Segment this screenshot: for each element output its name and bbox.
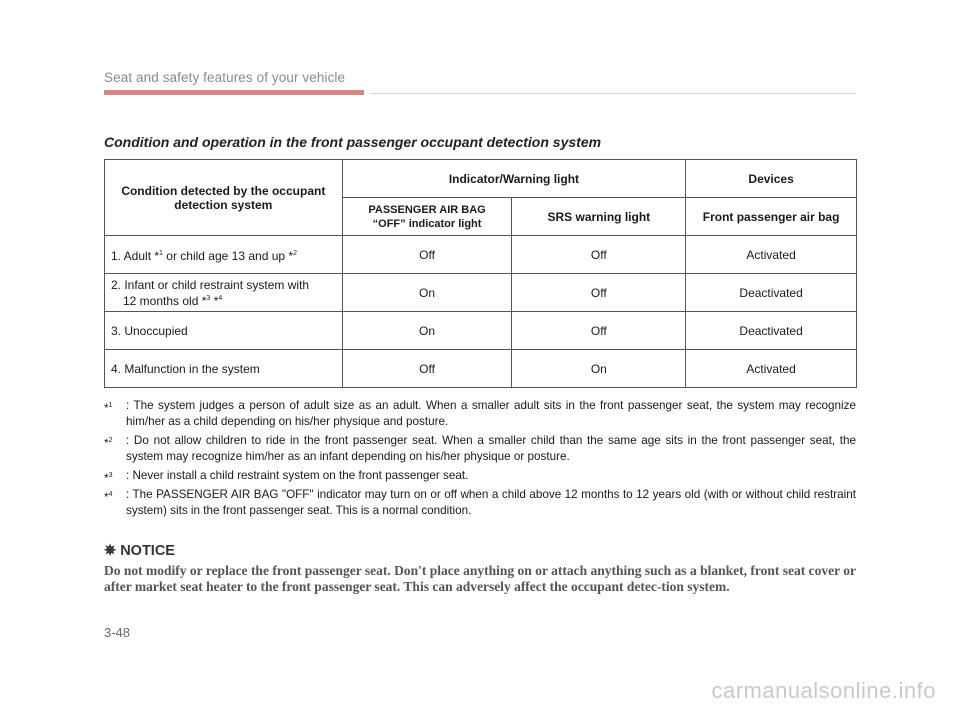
header-divider xyxy=(370,93,856,94)
header-title: Seat and safety features of your vehicle xyxy=(104,70,346,85)
table-row xyxy=(105,312,857,350)
footnote-2: *$^2$ : Do not allow children to ride in the front passenger seat. When a smaller child than the same age sits in the front passenger seat, the system may recognize him/her as an infant depending on his/her physique or posture. xyxy=(104,434,856,463)
notice-icon: ✵ xyxy=(104,543,117,559)
header-devices-group: Devices xyxy=(686,160,857,198)
condition-cell: 1. Adult *$^1$ or child age 13 and up *$^2$ xyxy=(105,236,343,274)
notice-title: NOTICE xyxy=(120,543,175,559)
pab-cell: Off xyxy=(342,236,512,274)
header-accent-bar xyxy=(104,90,364,95)
footnotes xyxy=(104,398,856,522)
srs-cell: Off xyxy=(512,274,686,312)
header-front-airbag: Front passenger air bag xyxy=(686,198,857,236)
pab-cell: On xyxy=(342,274,512,312)
airbag-cell: Deactivated xyxy=(686,274,857,312)
table-row xyxy=(105,274,857,312)
footnote-3: *$^3$ : Never install a child restraint system on the front passenger seat. xyxy=(104,469,469,485)
srs-cell: Off xyxy=(512,236,686,274)
table-row xyxy=(105,350,857,388)
airbag-cell: Activated xyxy=(686,236,857,274)
condition-cell: 4. Malfunction in the system xyxy=(105,350,343,388)
pab-cell: Off xyxy=(342,350,512,388)
header-srs-warning: SRS warning light xyxy=(512,198,686,236)
airbag-cell: Deactivated xyxy=(686,312,857,350)
footnote-1: *$^1$ : The system judges a person of adult size as an adult. When a smaller adult sits in the front passenger seat, the system may recognize him/her as a child depending on his/her physique and posture. xyxy=(104,399,856,428)
pab-cell: On xyxy=(342,312,512,350)
header-condition: Condition detected by the occupant detection system xyxy=(105,160,343,236)
page-number: 3-48 xyxy=(104,625,131,640)
header-indicator-group: Indicator/Warning light xyxy=(342,160,686,198)
condition-cell: 3. Unoccupied xyxy=(105,312,343,350)
header-pab-off-indicator: PASSENGER AIR BAG “OFF” indicator light xyxy=(342,198,512,236)
footnote-4: *$^4$ : The PASSENGER AIR BAG "OFF" indicator may turn on or off when a child above 12 months to 12 years old (with or without child restraint system) sits in the front passenger seat. This is a normal condition. xyxy=(104,488,856,517)
condition-cell: 2. Infant or child restraint system with 12 months old *$^3$ *$^4$ xyxy=(105,274,343,312)
notice-heading xyxy=(104,543,175,559)
watermark: carmanualsonline.info xyxy=(711,678,936,703)
airbag-cell: Activated xyxy=(686,350,857,388)
srs-cell: Off xyxy=(512,312,686,350)
table-row xyxy=(105,236,857,274)
srs-cell: On xyxy=(512,350,686,388)
occupant-detection-table xyxy=(104,159,857,388)
notice-body: Do not modify or replace the front passenger seat. Don't place anything on or attach anything such as a blanket, front seat cover or after market seat heater to the front passenger seat. This can adversely affect the occupant detec-tion system. xyxy=(104,563,856,594)
section-title: Condition and operation in the front passenger occupant detection system xyxy=(104,134,602,150)
